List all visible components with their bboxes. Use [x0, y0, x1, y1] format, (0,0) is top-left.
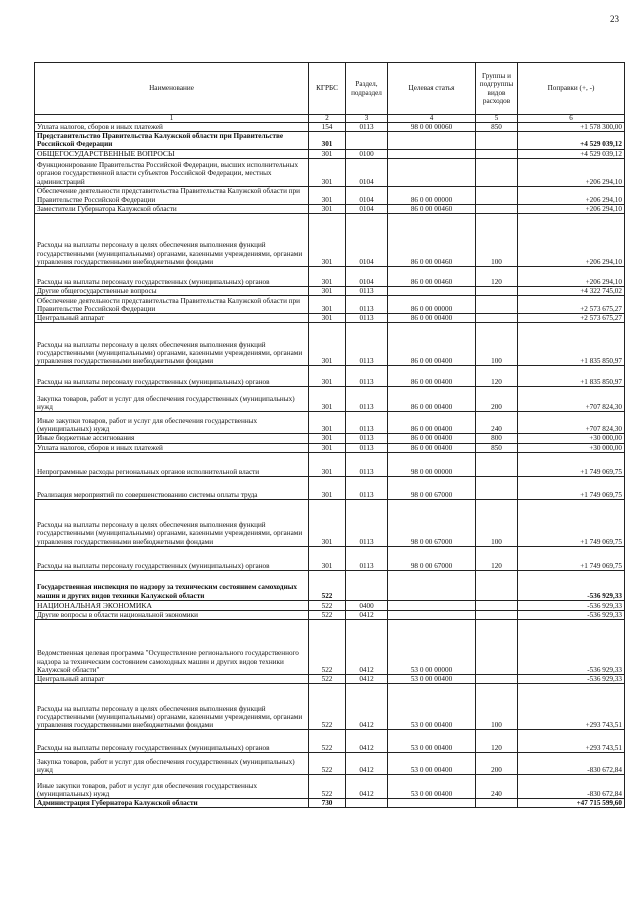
row-section: 0113: [346, 546, 388, 570]
row-kgrbs: 301: [309, 499, 346, 546]
row-section: 0113: [346, 452, 388, 476]
row-expense-group: [476, 186, 518, 204]
table-row: [35, 452, 625, 476]
table-row: [35, 149, 625, 158]
row-section: 0104: [346, 158, 388, 186]
row-name: Расходы на выплаты персоналу в целях обеспечения выполнения функций государственными (муниципальными) органами, казенными учреждениями, органами управления государственными внебюджетными фондами: [35, 214, 309, 267]
row-amount: +206 294,10: [518, 186, 625, 204]
row-section: 0113: [346, 323, 388, 366]
row-name: Представительство Правительства Калужской области при Правительстве Российской Федерации: [35, 132, 309, 149]
table-row: [35, 296, 625, 314]
row-target-article: 86 0 00 00400: [388, 314, 476, 323]
header-row: [35, 63, 625, 115]
table-row: [35, 314, 625, 323]
table-row: [35, 443, 625, 452]
row-name: Заместители Губернатора Калужской области: [35, 204, 309, 213]
row-amount: +707 824,30: [518, 412, 625, 434]
row-target-article: 98 0 00 67000: [388, 476, 476, 499]
row-section: [346, 570, 388, 600]
row-name: Государственная инспекция по надзору за техническим состоянием самоходных машин и других видов техники Калужской области: [35, 570, 309, 600]
row-section: 0113: [346, 476, 388, 499]
row-expense-group: [476, 204, 518, 213]
row-section: 0412: [346, 775, 388, 799]
table-row: [35, 620, 625, 675]
column-number: 2: [309, 115, 346, 123]
row-kgrbs: 301: [309, 296, 346, 314]
row-expense-group: [476, 675, 518, 684]
row-target-article: 86 0 00 00400: [388, 323, 476, 366]
row-section: 0113: [346, 499, 388, 546]
row-kgrbs: 522: [309, 620, 346, 675]
column-number: 4: [388, 115, 476, 123]
row-section: 0412: [346, 675, 388, 684]
row-expense-group: 120: [476, 730, 518, 753]
row-expense-group: 200: [476, 387, 518, 412]
table-row: [35, 610, 625, 619]
row-section: [346, 132, 388, 149]
row-target-article: 98 0 00 00060: [388, 123, 476, 132]
header-name: Наименование: [35, 63, 309, 115]
table-row: [35, 434, 625, 443]
row-kgrbs: 301: [309, 387, 346, 412]
row-target-article: 53 0 00 00400: [388, 675, 476, 684]
row-section: 0113: [346, 123, 388, 132]
page-number: 23: [610, 14, 619, 24]
row-kgrbs: 301: [309, 434, 346, 443]
row-section: 0113: [346, 296, 388, 314]
row-kgrbs: 301: [309, 186, 346, 204]
table-row: [35, 730, 625, 753]
row-name: Расходы на выплаты персоналу в целях обеспечения выполнения функций государственными (муниципальными) органами, казенными учреждениями, органами управления государственными внебюджетными фондами: [35, 684, 309, 730]
row-name: Обеспечение деятельности представительства Правительства Калужской области при Правительстве Российской Федерации: [35, 186, 309, 204]
row-section: 0113: [346, 434, 388, 443]
row-amount: +1 749 069,75: [518, 476, 625, 499]
row-kgrbs: 522: [309, 675, 346, 684]
header-expense-groups: Группы и подгруппы видов расходов: [476, 63, 518, 115]
header-target-article: Целевая статья: [388, 63, 476, 115]
row-amount: +1 835 850,97: [518, 366, 625, 387]
table-row: [35, 775, 625, 799]
row-kgrbs: 522: [309, 600, 346, 610]
row-expense-group: 120: [476, 267, 518, 287]
row-amount: +293 743,51: [518, 730, 625, 753]
row-kgrbs: 301: [309, 149, 346, 158]
row-amount: +2 573 675,27: [518, 314, 625, 323]
row-name: Непрограммные расходы региональных органов исполнительной власти: [35, 452, 309, 476]
row-kgrbs: 301: [309, 443, 346, 452]
row-target-article: 86 0 00 00400: [388, 366, 476, 387]
row-section: 0113: [346, 314, 388, 323]
row-expense-group: [476, 610, 518, 619]
row-kgrbs: 301: [309, 323, 346, 366]
row-name: Функционирование Правительства Российской Федерации, высших исполнительных органов государственной власти субъектов Российской Федерации, местных администраций: [35, 158, 309, 186]
row-expense-group: 200: [476, 753, 518, 775]
row-section: 0113: [346, 387, 388, 412]
table-row: [35, 675, 625, 684]
row-target-article: [388, 570, 476, 600]
table-row: [35, 132, 625, 149]
row-kgrbs: 154: [309, 123, 346, 132]
row-name: Расходы на выплаты персоналу государственных (муниципальных) органов: [35, 366, 309, 387]
row-expense-group: [476, 600, 518, 610]
row-section: 0113: [346, 287, 388, 296]
row-amount: +2 573 675,27: [518, 296, 625, 314]
row-expense-group: [476, 570, 518, 600]
row-amount: +206 294,10: [518, 204, 625, 213]
row-expense-group: 850: [476, 123, 518, 132]
table-row: [35, 366, 625, 387]
row-name: Ведомственная целевая программа "Осуществление регионального государственного надзора за техническим состоянием самоходных машин и других видов техники Калужской области": [35, 620, 309, 675]
column-number: 3: [346, 115, 388, 123]
row-name: Расходы на выплаты персоналу государственных (муниципальных) органов: [35, 546, 309, 570]
row-section: 0412: [346, 620, 388, 675]
table-row: [35, 684, 625, 730]
row-section: [346, 799, 388, 808]
column-number: 5: [476, 115, 518, 123]
row-name: Центральный аппарат: [35, 675, 309, 684]
row-amount: +293 743,51: [518, 684, 625, 730]
row-target-article: 86 0 00 00000: [388, 296, 476, 314]
row-target-article: [388, 149, 476, 158]
row-kgrbs: 301: [309, 452, 346, 476]
row-section: 0412: [346, 610, 388, 619]
row-target-article: 98 0 00 67000: [388, 546, 476, 570]
row-expense-group: 850: [476, 443, 518, 452]
row-target-article: [388, 287, 476, 296]
row-name: Реализация мероприятий по совершенствованию системы оплаты труда: [35, 476, 309, 499]
table-row: [35, 387, 625, 412]
row-kgrbs: 522: [309, 775, 346, 799]
budget-amendments-table: [34, 62, 625, 808]
table-row: [35, 799, 625, 808]
row-expense-group: 240: [476, 412, 518, 434]
row-amount: +4 529 039,12: [518, 149, 625, 158]
row-kgrbs: 301: [309, 132, 346, 149]
row-name: Иные бюджетные ассигнования: [35, 434, 309, 443]
row-expense-group: 100: [476, 684, 518, 730]
row-amount: +1 749 069,75: [518, 546, 625, 570]
table-row: [35, 753, 625, 775]
row-kgrbs: 301: [309, 314, 346, 323]
row-name: Другие общегосударственные вопросы: [35, 287, 309, 296]
row-name: ОБЩЕГОСУДАРСТВЕННЫЕ ВОПРОСЫ: [35, 149, 309, 158]
table-row: [35, 476, 625, 499]
row-amount: -536 929,33: [518, 610, 625, 619]
row-kgrbs: 301: [309, 214, 346, 267]
row-amount: +30 000,00: [518, 434, 625, 443]
row-section: 0104: [346, 186, 388, 204]
row-kgrbs: 301: [309, 287, 346, 296]
row-kgrbs: 301: [309, 412, 346, 434]
table-row: [35, 186, 625, 204]
header-kgrbs: КГРБС: [309, 63, 346, 115]
header-amendments: Поправки (+, -): [518, 63, 625, 115]
row-name: Иные закупки товаров, работ и услуг для обеспечения государственных (муниципальных) нужд: [35, 412, 309, 434]
column-number-row: [35, 115, 625, 123]
row-section: 0104: [346, 204, 388, 213]
row-section: 0412: [346, 730, 388, 753]
row-expense-group: 100: [476, 214, 518, 267]
row-section: 0412: [346, 753, 388, 775]
table-row: [35, 412, 625, 434]
row-expense-group: 800: [476, 434, 518, 443]
row-kgrbs: 522: [309, 610, 346, 619]
row-name: Администрация Губернатора Калужской области: [35, 799, 309, 808]
row-target-article: 86 0 00 00460: [388, 214, 476, 267]
row-expense-group: 100: [476, 323, 518, 366]
row-target-article: 53 0 00 00400: [388, 730, 476, 753]
table-row: [35, 287, 625, 296]
row-target-article: [388, 158, 476, 186]
row-target-article: [388, 799, 476, 808]
row-target-article: [388, 600, 476, 610]
row-target-article: 86 0 00 00000: [388, 186, 476, 204]
column-number: 6: [518, 115, 625, 123]
row-target-article: 98 0 00 67000: [388, 499, 476, 546]
table-row: [35, 570, 625, 600]
row-expense-group: 120: [476, 366, 518, 387]
table-row: [35, 158, 625, 186]
row-amount: +47 715 599,60: [518, 799, 625, 808]
row-target-article: 53 0 00 00400: [388, 753, 476, 775]
row-amount: -536 929,33: [518, 620, 625, 675]
row-name: Закупка товаров, работ и услуг для обеспечения государственных (муниципальных) нужд: [35, 387, 309, 412]
row-section: 0113: [346, 412, 388, 434]
row-section: 0104: [346, 267, 388, 287]
row-expense-group: [476, 132, 518, 149]
row-target-article: 86 0 00 00460: [388, 267, 476, 287]
row-amount: +30 000,00: [518, 443, 625, 452]
table-row: [35, 204, 625, 213]
row-name: НАЦИОНАЛЬНАЯ ЭКОНОМИКА: [35, 600, 309, 610]
row-kgrbs: 522: [309, 730, 346, 753]
row-kgrbs: 301: [309, 204, 346, 213]
row-amount: +1 749 069,75: [518, 452, 625, 476]
row-target-article: [388, 610, 476, 619]
column-number: 1: [35, 115, 309, 123]
row-expense-group: [476, 620, 518, 675]
row-section: 0104: [346, 214, 388, 267]
row-target-article: 86 0 00 00400: [388, 443, 476, 452]
row-name: Иные закупки товаров, работ и услуг для обеспечения государственных (муниципальных) нужд: [35, 775, 309, 799]
table-row: [35, 499, 625, 546]
row-name: Закупка товаров, работ и услуг для обеспечения государственных (муниципальных) нужд: [35, 753, 309, 775]
row-name: Расходы на выплаты персоналу в целях обеспечения выполнения функций государственными (муниципальными) органами, казенными учреждениями, органами управления государственными внебюджетными фондами: [35, 499, 309, 546]
row-amount: -536 929,33: [518, 600, 625, 610]
row-name: Расходы на выплаты персоналу государственных (муниципальных) органов: [35, 730, 309, 753]
row-amount: +206 294,10: [518, 158, 625, 186]
row-name: Расходы на выплаты персоналу в целях обеспечения выполнения функций государственными (муниципальными) органами, казенными учреждениями, органами управления государственными внебюджетными фондами: [35, 323, 309, 366]
table-row: [35, 323, 625, 366]
row-name: Уплата налогов, сборов и иных платежей: [35, 443, 309, 452]
table-row: [35, 123, 625, 132]
row-amount: +206 294,10: [518, 267, 625, 287]
row-target-article: 86 0 00 00400: [388, 387, 476, 412]
row-target-article: 53 0 00 00400: [388, 775, 476, 799]
row-amount: +1 835 850,97: [518, 323, 625, 366]
row-expense-group: [476, 149, 518, 158]
row-expense-group: 100: [476, 499, 518, 546]
row-target-article: 98 0 00 00000: [388, 452, 476, 476]
row-kgrbs: 730: [309, 799, 346, 808]
row-kgrbs: 522: [309, 753, 346, 775]
row-expense-group: [476, 158, 518, 186]
row-kgrbs: 301: [309, 366, 346, 387]
row-target-article: 53 0 00 00000: [388, 620, 476, 675]
header-section: Раздел, подраздел: [346, 63, 388, 115]
row-amount: +4 529 039,12: [518, 132, 625, 149]
row-expense-group: [476, 476, 518, 499]
row-kgrbs: 301: [309, 158, 346, 186]
table-row: [35, 267, 625, 287]
row-target-article: 86 0 00 00460: [388, 204, 476, 213]
row-section: 0113: [346, 366, 388, 387]
row-section: 0113: [346, 443, 388, 452]
row-kgrbs: 301: [309, 546, 346, 570]
row-expense-group: [476, 296, 518, 314]
row-kgrbs: 522: [309, 570, 346, 600]
row-amount: -830 672,84: [518, 775, 625, 799]
row-expense-group: [476, 287, 518, 296]
row-amount: +1 749 069,75: [518, 499, 625, 546]
row-target-article: [388, 132, 476, 149]
row-kgrbs: 301: [309, 476, 346, 499]
row-expense-group: [476, 452, 518, 476]
row-section: 0412: [346, 684, 388, 730]
table-body: [35, 123, 625, 808]
row-amount: -536 929,33: [518, 675, 625, 684]
row-target-article: 86 0 00 00400: [388, 434, 476, 443]
row-amount: +206 294,10: [518, 214, 625, 267]
row-target-article: 86 0 00 00400: [388, 412, 476, 434]
row-name: Центральный аппарат: [35, 314, 309, 323]
row-expense-group: 240: [476, 775, 518, 799]
table-row: [35, 214, 625, 267]
row-name: Расходы на выплаты персоналу государственных (муниципальных) органов: [35, 267, 309, 287]
row-name: Обеспечение деятельности представительства Правительства Калужской области при Правительстве Российской Федерации: [35, 296, 309, 314]
row-expense-group: 120: [476, 546, 518, 570]
table-row: [35, 600, 625, 610]
row-section: 0100: [346, 149, 388, 158]
row-section: 0400: [346, 600, 388, 610]
row-expense-group: [476, 314, 518, 323]
row-amount: +707 824,30: [518, 387, 625, 412]
row-amount: +4 322 745,02: [518, 287, 625, 296]
row-amount: -536 929,33: [518, 570, 625, 600]
row-name: Уплата налогов, сборов и иных платежей: [35, 123, 309, 132]
row-amount: +1 578 300,00: [518, 123, 625, 132]
row-kgrbs: 301: [309, 267, 346, 287]
row-target-article: 53 0 00 00400: [388, 684, 476, 730]
row-kgrbs: 522: [309, 684, 346, 730]
row-amount: -830 672,84: [518, 753, 625, 775]
table-row: [35, 546, 625, 570]
row-name: Другие вопросы в области национальной экономики: [35, 610, 309, 619]
row-expense-group: [476, 799, 518, 808]
